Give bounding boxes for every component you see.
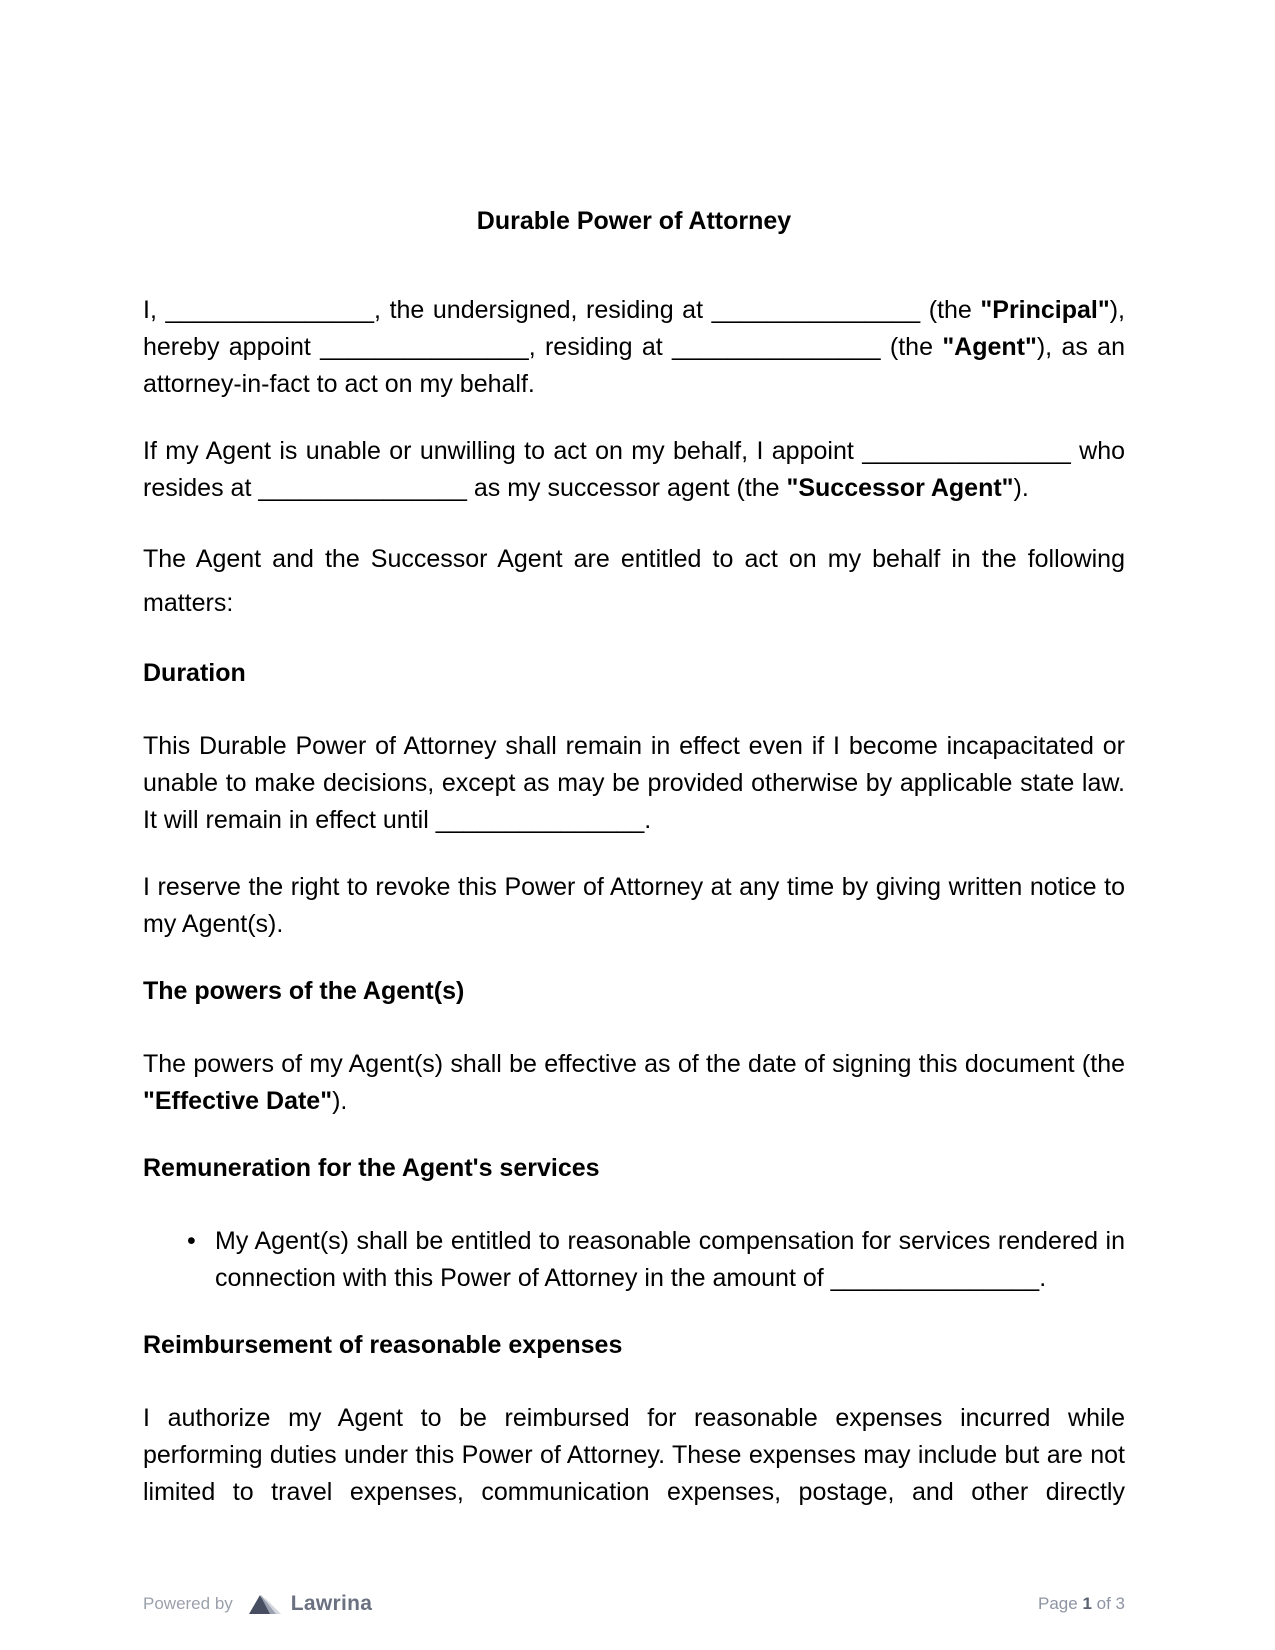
blank-field: _______________ [258, 474, 467, 502]
paragraph [143, 869, 1125, 943]
text-run: (the [920, 296, 981, 324]
text-run: If my Agent is unable or unwilling to act on my behalf, I appoint [143, 437, 863, 465]
section-heading: Remuneration for the Agent's services [143, 1154, 600, 1182]
text-run: My Agent(s) shall be entitled to reasonable compensation for services rendered in connection with this Power of Attorney in the amount of [215, 1227, 1125, 1292]
section-heading: Duration [143, 659, 246, 687]
blank-field: _______________ [830, 1264, 1040, 1292]
paragraph [143, 292, 1125, 403]
text-run: ). [332, 1087, 348, 1115]
paragraph [143, 728, 1125, 839]
page-word: Page [1038, 1594, 1078, 1613]
bullet-marker: • [187, 1227, 196, 1255]
text-run: I reserve the right to revoke this Power of Attorney at any time by giving written notice to my Agent(s). [143, 873, 1125, 938]
powered-by-label: Powered by [143, 1594, 233, 1613]
text-run: (the [880, 333, 943, 361]
blank-field: _______________ [165, 296, 375, 324]
page-of: of 3 [1096, 1594, 1125, 1613]
blank-field: _______________ [711, 296, 921, 324]
powered-by-group [143, 1592, 372, 1616]
page-indicator [1038, 1594, 1125, 1614]
text-run: I, [143, 296, 166, 324]
blank-field: _______________ [435, 806, 645, 834]
text-run: . [644, 806, 652, 834]
brand-name: Lawrina [290, 1592, 373, 1615]
bullet-item [143, 1223, 1125, 1297]
defined-term: "Agent" [942, 333, 1037, 361]
blank-field: _______________ [672, 333, 881, 361]
text-run: I authorize my Agent to be reimbursed for reasonable expenses incurred while performing duties under this Power of Attorney. These expenses may include but are not limited to travel expenses, communication expenses, postage, and other directly [143, 1404, 1125, 1506]
paragraph [143, 537, 1125, 625]
page-footer [143, 1592, 1125, 1616]
paragraph [143, 433, 1125, 507]
text-run: as my successor agent (the [466, 474, 787, 502]
text-run: ), hereby appoint [143, 296, 1125, 361]
page-number: 1 [1082, 1594, 1092, 1613]
text-run: , the undersigned, residing at [374, 296, 712, 324]
document-body [143, 203, 1125, 1541]
section-heading: Reimbursement of reasonable expenses [143, 1331, 623, 1359]
lawrina-logo-icon [247, 1592, 281, 1616]
paragraph [143, 1046, 1125, 1120]
text-run: This Durable Power of Attorney shall remain in effect even if I become incapacitated or unable to make decisions, except as may be provided otherwise by applicable state law. It will remain in effect until [143, 732, 1125, 834]
text-run: , residing at [528, 333, 673, 361]
text-run: The powers of my Agent(s) shall be effective as of the date of signing this document (the [143, 1050, 1125, 1078]
blank-field: _______________ [320, 333, 529, 361]
defined-term: "Successor Agent" [786, 474, 1014, 502]
text-run: . [1039, 1264, 1047, 1292]
text-run: ). [1013, 474, 1029, 502]
section-heading: The powers of the Agent(s) [143, 977, 465, 1005]
text-run: The Agent and the Successor Agent are entitled to act on my behalf in the following matters: [143, 545, 1125, 617]
blank-field: _______________ [862, 437, 1071, 465]
paragraph [143, 1400, 1125, 1511]
defined-term: "Principal" [980, 296, 1110, 324]
text-run: ), as an attorney-in-fact to act on my behalf. [143, 333, 1125, 398]
text-run: who resides at [143, 437, 1125, 502]
defined-term: "Effective Date" [143, 1087, 333, 1115]
document-title: Durable Power of Attorney [476, 207, 792, 235]
